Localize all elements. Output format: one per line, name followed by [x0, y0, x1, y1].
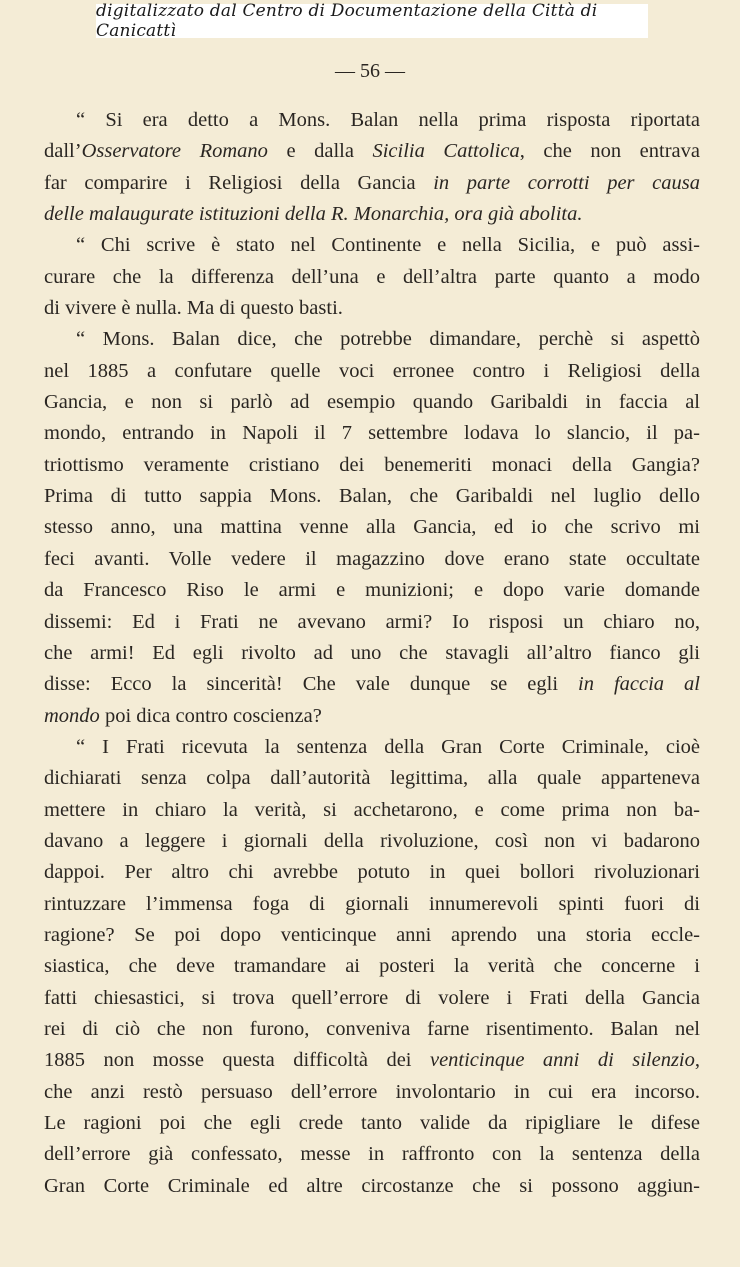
text-line [44, 1045, 700, 1076]
text-run: triottismo veramente cristiano dei benemeriti monaci della Gangia? [44, 453, 700, 476]
text-line [44, 983, 700, 1014]
text-run: Gancia, e non si parlò ad esempio quando Garibaldi in faccia al [44, 391, 700, 414]
text-line [44, 544, 700, 575]
text-run: feci avanti. Volle vedere il magazzino dove erano state occultate [44, 547, 700, 570]
text-line [44, 324, 700, 355]
text-run: stesso anno, una mattina venne alla Gancia, ed io che scrivo mi [44, 516, 700, 539]
text-run: siastica, che deve tramandare ai posteri la verità che concerne i [44, 955, 700, 978]
text-run: poi dica contro coscienza? [99, 704, 322, 727]
text-run: di vivere è nulla. Ma di questo basti. [44, 297, 343, 320]
text-run: “ Chi scrive è stato nel Continente e nella Sicilia, e può assi- [76, 234, 700, 257]
text-run: 1885 non mosse questa difficoltà dei [44, 1049, 430, 1072]
text-line [44, 1108, 700, 1139]
italic-text: in parte corrotti per causa [433, 171, 700, 194]
text-run: mondo, entrando in Napoli il 7 settembre lodava lo slancio, il pa- [44, 422, 700, 445]
text-line [44, 387, 700, 418]
text-run: far comparire i Religiosi della Gancia [44, 171, 434, 194]
digitization-banner [96, 1, 648, 41]
banner-text: digitalizzato dal Centro di Documentazione della Città di Canicattì [96, 1, 598, 41]
text-line [44, 293, 700, 324]
text-line [44, 732, 700, 763]
text-line [44, 450, 700, 481]
text-run: Prima di tutto sappia Mons. Balan, che Garibaldi nel luglio dello [44, 485, 700, 508]
text-line [44, 105, 700, 136]
italic-text: Sicilia Cattolica [372, 140, 520, 163]
text-line [44, 1077, 700, 1108]
text-line [44, 857, 700, 888]
text-run: davano a leggere i giornali della rivoluzione, così non vi badarono [44, 829, 700, 852]
text-line [44, 669, 700, 700]
text-line [44, 889, 700, 920]
text-line [44, 920, 700, 951]
page-number: — 56 — [335, 60, 405, 82]
text-line [44, 1014, 700, 1045]
text-line [44, 607, 700, 638]
text-line [44, 418, 700, 449]
text-line [44, 575, 700, 606]
text-line [44, 136, 700, 167]
italic-text: mondo [44, 704, 100, 727]
text-line [44, 481, 700, 512]
text-line [44, 262, 700, 293]
text-line [44, 638, 700, 669]
text-run: “ Mons. Balan dice, che potrebbe dimandare, perchè si aspettò [76, 328, 700, 351]
text-run: rei di ciò che non furono, conveniva farne risentimento. Balan nel [44, 1017, 700, 1040]
text-run: disse: Ecco la sincerità! Che vale dunque se egli [44, 673, 579, 696]
text-run: che armi! Ed egli rivolto ad uno che stavagli all’altro fianco gli [44, 641, 700, 664]
text-run: e dalla [267, 140, 373, 163]
text-run: ragione? Se poi dopo venticinque anni aprendo una storia eccle- [44, 923, 700, 946]
text-line [44, 199, 700, 230]
text-line [44, 168, 700, 199]
text-run: mettere in chiaro la verità, si acchetarono, e come prima non ba- [44, 798, 700, 821]
italic-text: venticinque anni di silenzio [429, 1049, 695, 1072]
text-line [44, 512, 700, 543]
text-run: rintuzzare l’immensa foga di giornali innumerevoli spinti fuori di [44, 892, 700, 915]
italic-text: in faccia al [578, 673, 700, 696]
text-run: dall’ [44, 140, 82, 163]
text-run: fatti chiesastici, si trova quell’errore di volere i Frati della Gancia [44, 986, 700, 1009]
text-run: curare che la differenza dell’una e dell’altra parte quanto a modo [44, 265, 700, 288]
text-run: , che non entrava [519, 140, 700, 163]
text-run: “ I Frati ricevuta la sentenza della Gran Corte Criminale, cioè [76, 735, 700, 758]
text-line [44, 763, 700, 794]
text-run: dappoi. Per altro chi avrebbe potuto in quei bollori rivoluzionari [44, 861, 700, 884]
text-line [44, 701, 700, 732]
text-line [44, 951, 700, 982]
italic-text: delle malaugurate istituzioni della R. Monarchia, ora già abolita. [44, 203, 583, 226]
text-run: dichiarati senza colpa dall’autorità legittima, alla quale apparteneva [44, 767, 700, 790]
text-line [44, 230, 700, 261]
text-run: da Francesco Riso le armi e munizioni; e dopo varie domande [44, 579, 700, 602]
text-line [44, 1139, 700, 1170]
text-run: “ Si era detto a Mons. Balan nella prima risposta riportata [76, 109, 700, 131]
text-run: dissemi: Ed i Frati ne avevano armi? Io risposi un chiaro no, [44, 610, 700, 633]
text-run: Gran Corte Criminale ed altre circostanze che si possono aggiun- [44, 1174, 700, 1197]
body-text [44, 105, 700, 1202]
text-line [44, 795, 700, 826]
text-run: dell’errore già confessato, messe in raffronto con la sentenza della [44, 1143, 700, 1166]
text-line [44, 1171, 700, 1202]
text-line [44, 356, 700, 387]
text-run: che anzi restò persuaso dell’errore involontario in cui era incorso. [44, 1080, 700, 1103]
text-run: Le ragioni poi che egli crede tanto valide da ripigliare le difese [44, 1112, 700, 1134]
italic-text: Osservatore Romano [81, 140, 268, 163]
text-run: nel 1885 a confutare quelle voci erronee contro i Religiosi della [44, 359, 700, 382]
text-run: , [694, 1049, 700, 1072]
text-line [44, 826, 700, 857]
